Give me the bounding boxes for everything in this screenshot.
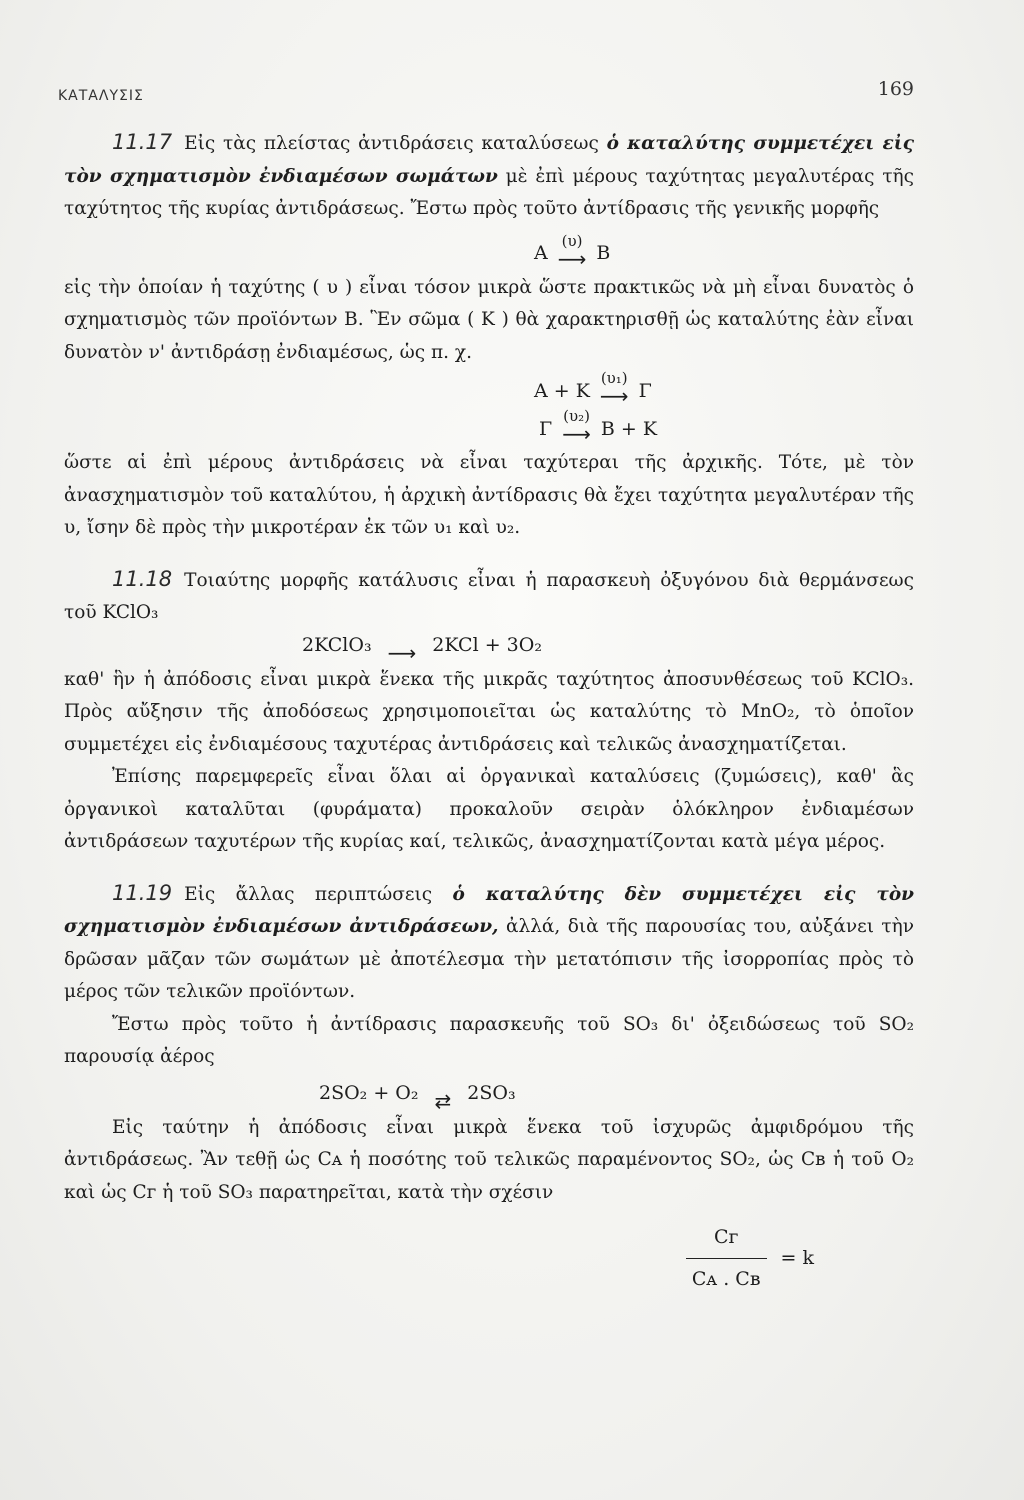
text: Εἰς τὰς πλείστας ἀντιδράσεις καταλύσεως xyxy=(184,133,607,154)
numerator: Cг xyxy=(713,1226,739,1248)
equation-a-to-b xyxy=(64,228,914,270)
arrow-icon: ⟶ xyxy=(562,422,591,446)
arrow-icon: ⟶ xyxy=(387,640,417,665)
equation-a-plus-k xyxy=(64,371,914,407)
equals-k: = k xyxy=(780,1246,814,1269)
arrow-icon: ⟶ xyxy=(599,384,629,408)
section-11-18-intro xyxy=(64,563,914,630)
paragraph: Ἐπίσης παρεμφερεῖς εἶναι ὅλαι αἱ ὀργανικαὶ καταλύσεις (ζυμώσεις), καθ' ἃς ὀργανικοὶ καταλῦται (φυράματα) προκαλοῦν σειρὰν ὁλόκληρον ἐνδιαμέσων ἀντιδράσεων ταχυτέρων τῆς κυρίας καί, τελικῶς, ἀνασχηματίζονται κατὰ μέγα μέρος. xyxy=(64,766,914,852)
text: μὲ ἐπὶ μέρους ταχύτητας μεγαλυτέρας τῆς ταχύτητος τῆς κυρίας ἀντιδράσεως. Ἔστω πρὸς τοῦτο ἀντίδρασις τῆς γενικῆς μορφῆς xyxy=(64,165,914,219)
eq-right: 2SO₃ xyxy=(467,1082,516,1104)
page-body xyxy=(64,126,914,1303)
section-number: 11.18 xyxy=(112,566,173,591)
arrow-icon: ⟶ xyxy=(557,246,587,271)
paragraph: Εἰς ταύτην ἡ ἀπόδοσις εἶναι μικρὰ ἕνεκα τοῦ ἰσχυρῶς ἀμφιδρόμου τῆς ἀντιδράσεως. Ἂν τεθῇ ὡς Cᴀ ἡ ποσότης τοῦ τελικῶς παραμένοντος SO₂, ὡς Cʙ ἡ τοῦ O₂ καὶ ὡς Cг ἡ τοῦ SO₃ παρατηρεῖται, κατὰ τὴν σχέσιν xyxy=(64,1116,914,1203)
equation-so3 xyxy=(64,1076,914,1113)
rate-label: (υ₂) xyxy=(563,407,590,425)
eq-right: Γ xyxy=(638,379,652,402)
paragraph: καθ' ἣν ἡ ἀπόδοσις εἶναι μικρὰ ἕνεκα τῆς μικρᾶς ταχύτητος ἀποσυνθέσεως τοῦ KClO₃. Πρὸς αὔξησιν τῆς ἀποδόσεως χρησιμοποιεῖται ὡς καταλύτης τὸ MnO₂, τὸ ὁποῖον συμμετέχει εἰς ἐνδιαμέσους ταχυτέρας ἀντιδράσεις καὶ τελικῶς ἀνασχηματίζεται. xyxy=(64,668,914,755)
text: Τοιαύτης μορφῆς κατάλυσις εἶναι ἡ παρασκευὴ ὀξυγόνου διὰ θερμάνσεως τοῦ KClO₃ xyxy=(64,569,914,623)
text: ἀλλά, διὰ τῆς παρουσίας του, αὐξάνει τὴν δρῶσαν μᾶζαν τῶν σωμάτων μὲ ἀποτέλεσμα τὴν μετατόπισιν τῆς ἰσορροπίας πρὸς τὸ μέρος τῶν τελικῶν προϊόντων. xyxy=(64,916,914,1002)
equilibrium-arrow-icon: ⇄ xyxy=(434,1088,452,1113)
page-header xyxy=(58,74,914,104)
page-number: 169 xyxy=(877,78,914,100)
eq-left: 2KClO₃ xyxy=(302,634,372,656)
fraction xyxy=(686,1221,767,1295)
eq-right: B + K xyxy=(600,417,658,440)
equation-gamma xyxy=(64,409,914,445)
eq-left: A xyxy=(534,242,548,264)
emphasis-text: ὁ καταλύτης συμμετέχει εἰς τὸν σχηματισμὸν ἐνδιαμέσων σωμάτων xyxy=(64,133,914,187)
rate-label: (υ) xyxy=(561,231,583,250)
running-head: ΚΑΤΑΛΥΣΙΣ xyxy=(58,88,144,104)
reaction-arrow xyxy=(599,369,629,408)
eq-left: A + K xyxy=(534,379,590,402)
section-number: 11.17 xyxy=(112,130,173,154)
eq-left: 2SO₂ + O₂ xyxy=(319,1082,419,1104)
paragraph: ὥστε αἱ ἐπὶ μέρους ἀντιδράσεις νὰ εἶναι ταχύτεραι τῆς ἀρχικῆς. Τότε, μὲ τὸν ἀνασχηματισμὸν τοῦ καταλύτου, ἡ ἀρχικὴ ἀντίδρασις θὰ ἔχει ταχύτητα μεγαλυτέραν τῆς υ, ἴσην δὲ πρὸς τὴν μικροτέραν ἐκ τῶν υ₁ καὶ υ₂. xyxy=(64,452,914,538)
eq-left: Γ xyxy=(539,417,553,440)
section-11-19-intro xyxy=(64,877,914,1009)
section-11-17-intro xyxy=(64,126,914,226)
equilibrium-relation xyxy=(64,1213,914,1303)
eq-right: 2KCl + 3O₂ xyxy=(432,634,542,656)
reaction-arrow xyxy=(562,407,591,446)
eq-right: B xyxy=(596,242,611,264)
text: Εἰς ἄλλας περιπτώσεις xyxy=(184,883,453,905)
emphasis-text: ὁ καταλύτης δὲν συμμετέχει εἰς τὸν σχηματισμὸν ἐνδιαμέσων ἀντιδράσεων, xyxy=(64,883,915,937)
section-number: 11.19 xyxy=(112,880,173,905)
denominator: Cᴀ . Cʙ xyxy=(691,1267,761,1290)
reaction-arrow xyxy=(557,231,587,271)
rate-label: (υ₁) xyxy=(600,369,628,387)
paragraph: Ἔστω πρὸς τοῦτο ἡ ἀντίδρασις παρασκευῆς τοῦ SO₃ δι' ὀξειδώσεως τοῦ SO₂ παρουσίᾳ ἀέρος xyxy=(64,1013,914,1067)
paragraph: εἰς τὴν ὁποίαν ἡ ταχύτης ( υ ) εἶναι τόσον μικρὰ ὥστε πρακτικῶς νὰ μὴ εἶναι δυνατὸς ὁ σχηματισμὸς τῶν προϊόντων B. Ἓν σῶμα ( K ) θὰ χαρακτηρισθῇ ὡς καταλύτης ἐὰν εἶναι δυνατὸν ν' ἀντιδράσῃ ἐνδιαμέσως, ὡς π. χ. xyxy=(64,276,914,363)
equation-kclo3 xyxy=(64,632,914,665)
